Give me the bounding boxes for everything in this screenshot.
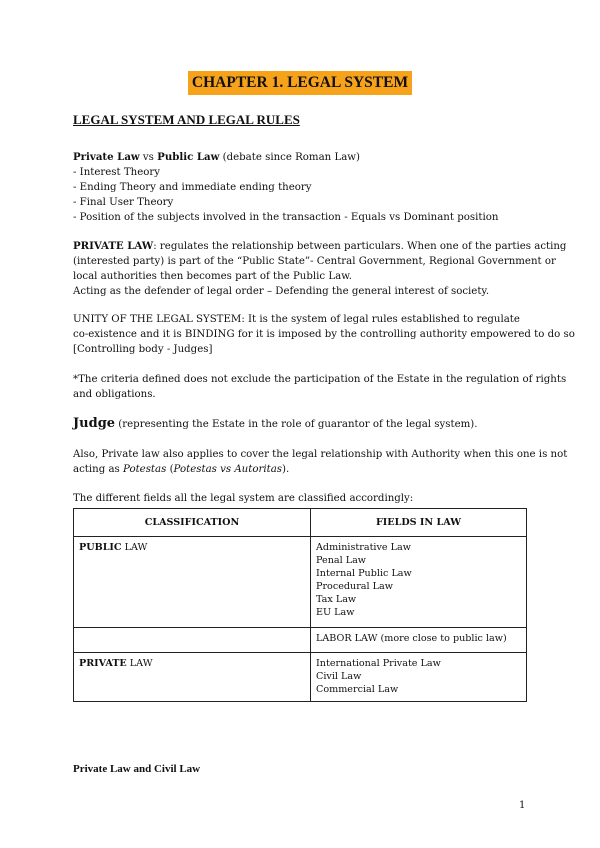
criteria-note-line1: *The criteria defined does not exclude the participation of the Estate in the regulation of rights: [73, 374, 567, 385]
table-row: [74, 653, 527, 702]
private-law-line: [73, 239, 567, 254]
public-law-cell: [74, 537, 311, 628]
debate-block: [73, 150, 533, 225]
field-item: Commercial Law: [316, 684, 399, 695]
unity-line3: [Controlling body - Judges]: [73, 344, 213, 355]
labor-field-cell: LABOR LAW (more close to public law): [311, 628, 527, 653]
judge-line: [73, 416, 533, 432]
field-item: Tax Law: [316, 594, 357, 605]
table-intro: [73, 491, 533, 506]
field-item: Penal Law: [316, 555, 367, 566]
table-row: [74, 537, 527, 628]
labor-label-cell: [74, 628, 311, 653]
debate-item: - Final User Theory: [73, 197, 174, 208]
header-classification: CLASSIFICATION: [74, 509, 311, 537]
debate-item: - Ending Theory and immediate ending theory: [73, 182, 312, 193]
private-law-line1: : regulates the relationship between particulars. When one of the parties acting: [153, 241, 567, 252]
private-law-line3: local authorities then becomes part of the Public Law.: [73, 271, 352, 282]
judge-rest: (representing the Estate in the role of guarantor of the legal system).: [115, 419, 478, 430]
table-row: [74, 628, 527, 653]
also-line1: Also, Private law also applies to cover the legal relationship with Authority when this one is not: [73, 449, 568, 460]
also-line2-c: ).: [282, 464, 290, 475]
also-potestas-vs-autoritas: Potestas vs Autoritas: [173, 464, 282, 475]
criteria-note-block: [73, 372, 567, 402]
also-line2-b: (: [166, 464, 174, 475]
also-line2: [73, 462, 533, 477]
page-number: 1: [519, 800, 526, 811]
public-label-rest: LAW: [121, 542, 148, 553]
chapter-title: CHAPTER 1. LEGAL SYSTEM: [188, 71, 412, 95]
field-item: Internal Public Law: [316, 568, 412, 579]
private-label-bold: PRIVATE: [79, 658, 127, 669]
private-law-line2: (interested party) is part of the “Public State”- Central Government, Regional Government or: [73, 256, 556, 267]
debate-heading-vs: vs: [139, 152, 158, 163]
unity-line1: UNITY OF THE LEGAL SYSTEM: It is the system of legal rules established to regulate: [73, 314, 520, 325]
debate-heading-public: Public Law: [157, 151, 220, 163]
unity-block: [73, 312, 575, 357]
field-item: Administrative Law: [316, 542, 411, 553]
debate-item: - Interest Theory: [73, 167, 160, 178]
debate-item: - Position of the subjects involved in the transaction - Equals vs Dominant position: [73, 212, 499, 223]
private-label-rest: LAW: [126, 658, 153, 669]
section-title: LEGAL SYSTEM AND LEGAL RULES: [73, 112, 300, 127]
private-civil-heading: Private Law and Civil Law: [73, 763, 201, 775]
table-header-row: [74, 509, 527, 537]
judge-word: Judge: [73, 416, 116, 431]
classification-table: [73, 508, 527, 702]
field-item: Procedural Law: [316, 581, 393, 592]
private-law-block: [73, 239, 567, 299]
field-item: International Private Law: [316, 658, 441, 669]
judge-block: [73, 416, 533, 432]
criteria-note-line2: and obligations.: [73, 389, 156, 400]
also-potestas: Potestas: [123, 464, 167, 475]
unity-line2: co-existence and it is BINDING for it is imposed by the controlling authority empowered to do so: [73, 329, 575, 340]
debate-heading-rest: (debate since Roman Law): [219, 152, 360, 163]
private-fields-cell: [311, 653, 527, 702]
debate-heading: [73, 150, 533, 165]
private-law-label: PRIVATE LAW: [73, 240, 154, 252]
also-block: [73, 447, 568, 477]
chapter-title-wrap: [0, 71, 600, 95]
table-intro-text: The different fields all the legal system are classified accordingly:: [73, 493, 414, 504]
field-item: Civil Law: [316, 671, 362, 682]
public-fields-cell: [311, 537, 527, 628]
also-line2-a: acting as: [73, 464, 123, 475]
field-item: EU Law: [316, 607, 355, 618]
public-label-bold: PUBLIC: [79, 542, 122, 553]
private-law-line4: Acting as the defender of legal order – Defending the general interest of society.: [73, 286, 490, 297]
header-fields: FIELDS IN LAW: [311, 509, 527, 537]
private-law-cell: [74, 653, 311, 702]
debate-heading-private: Private Law: [73, 151, 140, 163]
